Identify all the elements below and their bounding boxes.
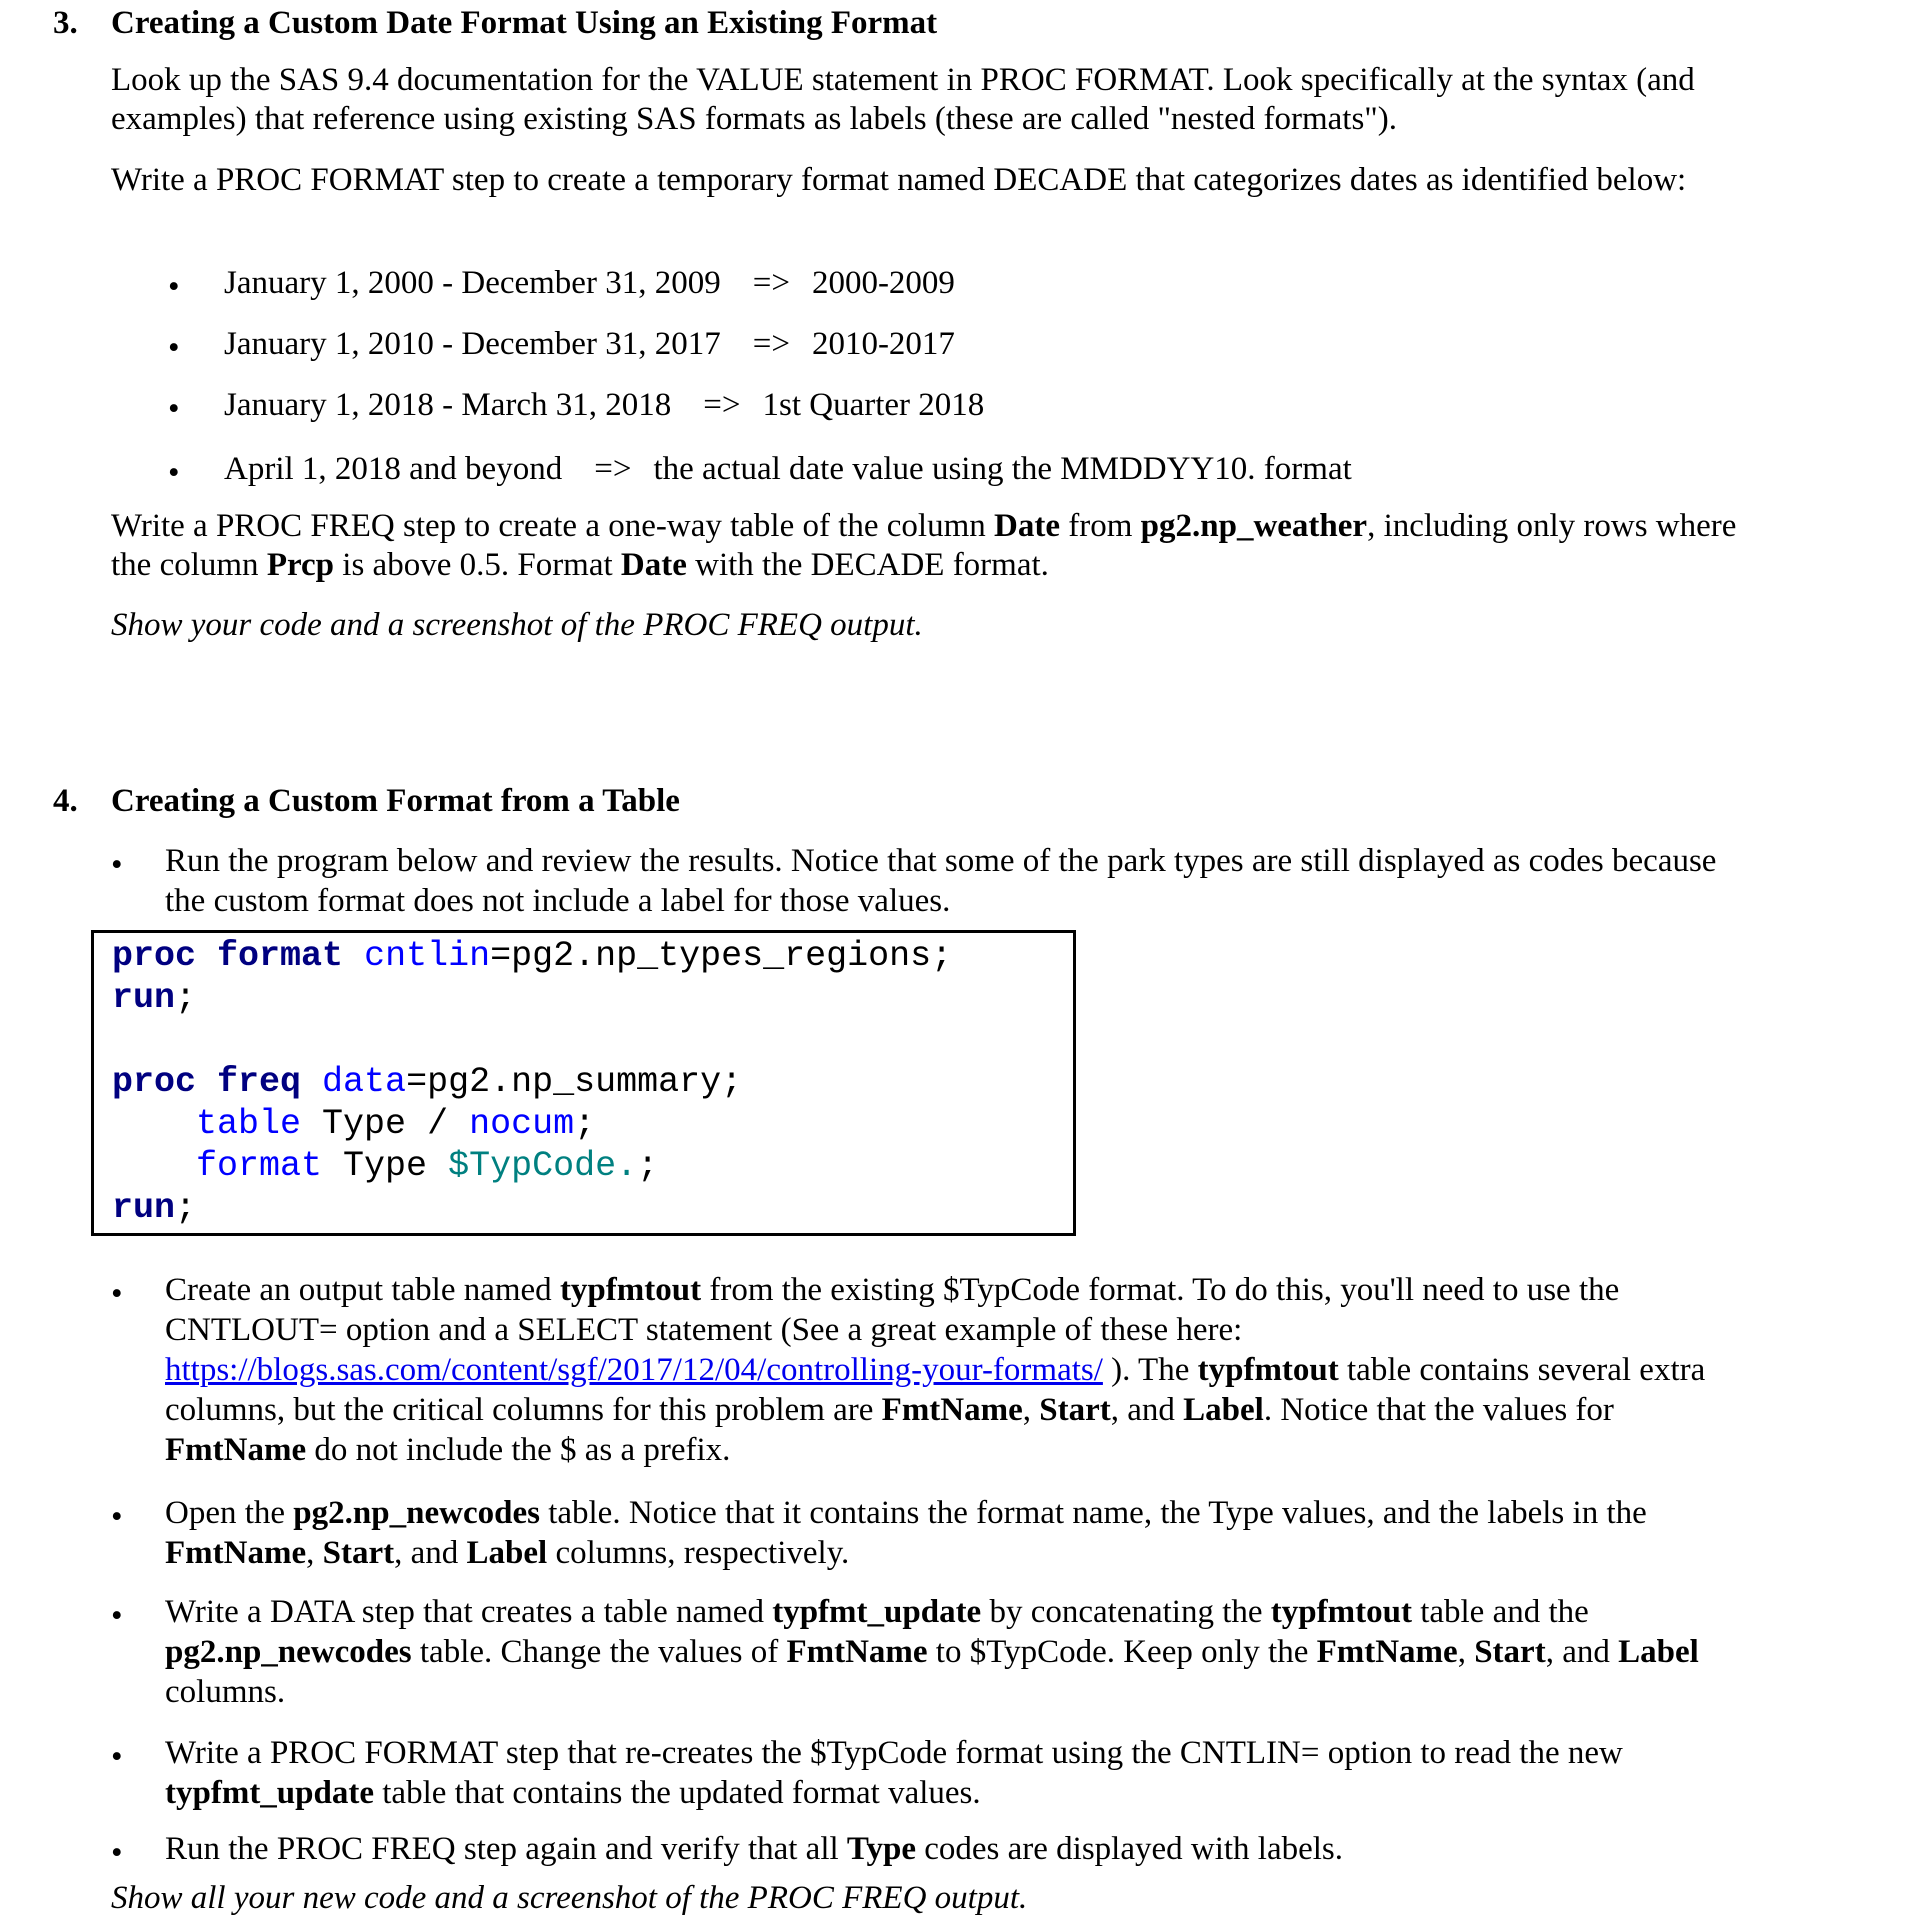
section-3-paragraph-2: Write a PROC FORMAT step to create a temporary format named DECADE that categorizes dates as identified below:: [111, 162, 1687, 198]
text-run: Open the: [165, 1495, 294, 1531]
arrow-text: =>: [752, 326, 790, 362]
text-run: table. Notice that it contains the format name, the Type values, and the labels in the: [539, 1495, 1647, 1531]
text-run: ,: [1457, 1634, 1475, 1670]
code-keyword: proc freq: [112, 1062, 302, 1102]
bold-term: Type: [846, 1831, 916, 1867]
bold-term: Label: [1618, 1634, 1699, 1670]
range-text: January 1, 2010 - December 31, 2017: [224, 326, 721, 362]
section-3-paragraph-1: Look up the SAS 9.4 documentation for the VALUE statement in PROC FORMAT. Look specifically at the syntax (and examples) that reference using existing SAS formats as labels (these are called "nested formats").: [111, 62, 1695, 137]
code-option: nocum: [469, 1104, 575, 1144]
text-run: codes are displayed with labels.: [915, 1831, 1344, 1867]
instruction-bullet-3: [165, 1493, 1735, 1573]
text-run: , and: [1110, 1392, 1184, 1428]
code-keyword: run: [112, 978, 176, 1018]
bold-term: Start: [1474, 1634, 1546, 1670]
code-text: ;: [637, 1146, 659, 1186]
section-4-title: Creating a Custom Format from a Table: [111, 783, 680, 819]
code-keyword: run: [112, 1188, 176, 1228]
arrow-text: =>: [594, 451, 632, 487]
section-3-title: Creating a Custom Date Format Using an Existing Format: [111, 5, 938, 41]
code-text: Type /: [301, 1104, 470, 1144]
text-run: , and: [1545, 1634, 1619, 1670]
date-range-item: [224, 264, 955, 303]
text-run: columns.: [165, 1674, 286, 1710]
date-range-item: [224, 386, 984, 425]
instruction-bullet-5: [165, 1733, 1735, 1813]
bold-term: typfmtout: [1270, 1594, 1412, 1630]
range-text: April 1, 2018 and beyond: [224, 451, 563, 487]
bullet-dot: •: [168, 269, 180, 305]
bullet-dot: •: [111, 1499, 123, 1535]
section-4-number: 4.: [53, 783, 78, 819]
instruction-bullet-2: [165, 1270, 1735, 1470]
bullet-dot: •: [111, 1739, 123, 1775]
bullet-dot: •: [168, 330, 180, 366]
bold-term: Label: [1183, 1392, 1264, 1428]
text-run: table. Change the values of: [411, 1634, 787, 1670]
code-block: [91, 930, 1076, 1236]
text-run: Write a PROC FORMAT step that re-creates the $TypCode format using the CNTLIN= option to read the new: [165, 1735, 1623, 1771]
code-option: data: [322, 1062, 407, 1102]
bold-term: pg2.np_newcodes: [293, 1495, 540, 1531]
text-run: , including only rows where the column: [111, 508, 1737, 583]
text-run: ,: [306, 1535, 323, 1571]
bold-term: Start: [322, 1535, 395, 1571]
code-text: ;: [175, 1188, 197, 1228]
code-text: =pg2.np_summary;: [406, 1062, 743, 1102]
text-run: Run the PROC FREQ step again and verify that all: [165, 1831, 847, 1867]
text-run: columns, respectively.: [547, 1535, 850, 1571]
text-run: from the existing $TypCode format. To do this, you'll need to use the CNTLOUT= option and a SELECT statement (See a great example of these here:: [165, 1272, 1620, 1348]
bullet-dot: •: [168, 391, 180, 427]
bold-term: FmtName: [165, 1432, 307, 1468]
bold-term: typfmtout: [1197, 1352, 1339, 1388]
text-run: with the DECADE format.: [686, 547, 1049, 583]
text-run: Create an output table named: [165, 1272, 560, 1308]
text-run: ). The: [1102, 1352, 1198, 1388]
bold-term: Start: [1039, 1392, 1111, 1428]
section-3-number: 3.: [53, 5, 78, 41]
range-label: 1st Quarter 2018: [762, 387, 985, 423]
text-run: , and: [394, 1535, 467, 1571]
text-run: is above 0.5. Format: [334, 547, 621, 583]
bold-term: Date: [620, 547, 687, 583]
bold-term: pg2.np_weather: [1140, 508, 1368, 544]
bold-term: typfmt_update: [772, 1594, 982, 1630]
sas-code: [112, 935, 952, 1229]
bold-term: typfmtout: [559, 1272, 702, 1308]
text-run: . Notice that the values for: [1263, 1392, 1614, 1428]
date-range-item: [224, 450, 1352, 489]
bold-term: Label: [466, 1535, 548, 1571]
bold-term: Date: [994, 508, 1060, 544]
instruction-bullet-4: [165, 1592, 1735, 1712]
arrow-text: =>: [752, 265, 790, 301]
text-run: by concatenating the: [981, 1594, 1271, 1630]
blog-link[interactable]: https://blogs.sas.com/content/sgf/2017/12/04/controlling-your-formats/: [165, 1352, 1103, 1388]
code-text: ;: [175, 978, 197, 1018]
code-format: $TypCode.: [448, 1146, 638, 1186]
text-run: table and the: [1411, 1594, 1589, 1630]
bold-term: Prcp: [266, 547, 335, 583]
range-label: 2010-2017: [811, 326, 955, 362]
bullet-dot: •: [111, 1276, 123, 1312]
text-run: ,: [1022, 1392, 1040, 1428]
code-option: table: [196, 1104, 302, 1144]
bullet-dot: •: [111, 1835, 123, 1871]
bullet-dot: •: [111, 1598, 123, 1634]
date-range-item: [224, 325, 955, 364]
instruction-bullet-6: [165, 1829, 1735, 1869]
code-text: ;: [574, 1104, 596, 1144]
range-label: the actual date value using the MMDDYY10. format: [653, 451, 1352, 487]
range-label: 2000-2009: [811, 265, 955, 301]
code-option: cntlin: [364, 936, 491, 976]
bullet-dot: •: [168, 455, 180, 491]
code-text: =pg2.np_types_regions;: [490, 936, 953, 976]
section-3-instruction: Show your code and a screenshot of the PROC FREQ output.: [111, 607, 923, 643]
code-keyword: proc format: [112, 936, 344, 976]
bold-term: typfmt_update: [165, 1775, 375, 1811]
code-option: format: [196, 1146, 323, 1186]
bold-term: FmtName: [1316, 1634, 1458, 1670]
section-4-instruction: Show all your new code and a screenshot of the PROC FREQ output.: [111, 1880, 1028, 1916]
text-run: to $TypCode. Keep only the: [927, 1634, 1317, 1670]
range-text: January 1, 2000 - December 31, 2009: [224, 265, 721, 301]
code-text: Type: [322, 1146, 449, 1186]
bullet-dot: •: [111, 847, 123, 883]
text-run: table contains several extra columns, but the critical columns for this problem are: [165, 1352, 1706, 1428]
instruction-bullet-1: Run the program below and review the results. Notice that some of the park types are still displayed as codes because the custom format does not include a label for those values.: [165, 843, 1717, 919]
bold-term: FmtName: [881, 1392, 1023, 1428]
text-run: table that contains the updated format values.: [374, 1775, 981, 1811]
text-run: do not include the $ as a prefix.: [306, 1432, 731, 1468]
range-text: January 1, 2018 - March 31, 2018: [224, 387, 672, 423]
bold-term: FmtName: [786, 1634, 928, 1670]
text-run: from: [1059, 508, 1141, 544]
arrow-text: =>: [703, 387, 741, 423]
section-3-paragraph-3: [111, 507, 1751, 585]
text-run: Write a PROC FREQ step to create a one-way table of the column: [111, 508, 995, 544]
text-run: Write a DATA step that creates a table named: [165, 1594, 773, 1630]
bold-term: pg2.np_newcodes: [165, 1634, 412, 1670]
bold-term: FmtName: [165, 1535, 307, 1571]
